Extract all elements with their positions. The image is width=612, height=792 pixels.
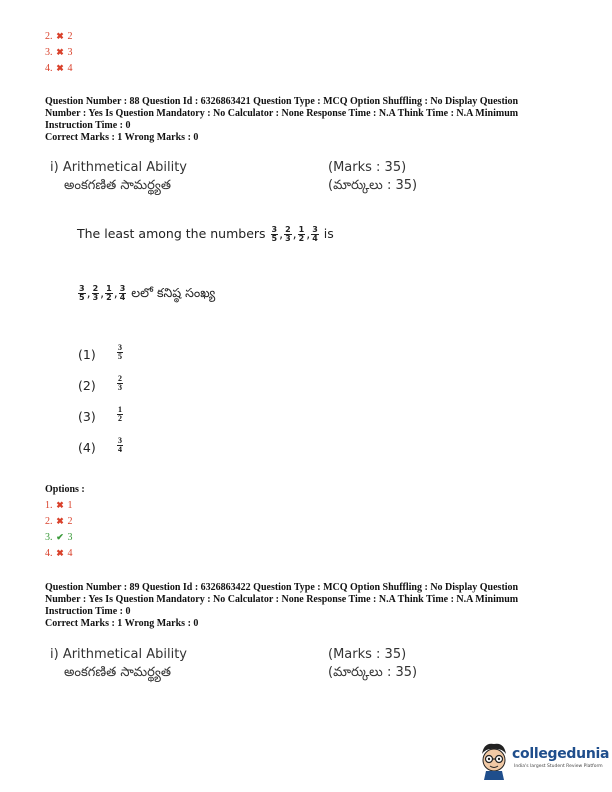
brand-name: collegedunia [512, 746, 610, 762]
cross-icon: ✖ [56, 63, 64, 73]
section-marks-en: (Marks : 35) [328, 647, 407, 662]
choice-label-1: (1) [78, 347, 96, 362]
choice-label-3: (3) [78, 409, 96, 424]
section-title-en: i) Arithmetical Ability [50, 160, 188, 175]
fraction: $\frac{1}{2}$ [298, 225, 305, 243]
options-title: Options : [45, 484, 85, 495]
choice-fraction-3: $\frac{1}{2}$ [118, 404, 122, 423]
marks-line: Correct Marks : 1 Wrong Marks : 0 [45, 132, 199, 143]
cross-icon: ✖ [56, 31, 64, 41]
cross-icon: ✖ [56, 500, 64, 510]
brand-tagline: India's largest Student Review Platform [514, 764, 603, 769]
fraction: $\frac{3}{4}$ [119, 284, 126, 302]
fraction: $\frac{2}{3}$ [92, 284, 99, 302]
choice-fraction-4: $\frac{3}{4}$ [118, 435, 122, 454]
check-icon: ✔ [56, 532, 64, 542]
fraction: $\frac{3}{4}$ [312, 225, 318, 243]
fraction: $\frac{3}{5}$ [271, 225, 278, 243]
section-title-en: i) Arithmetical Ability [50, 647, 188, 662]
prev-option-3: 3. ✖ 3 [45, 47, 73, 58]
prev-option-4: 4. ✖ 4 [45, 63, 73, 74]
option-2: 2. ✖ 2 [45, 516, 73, 527]
mascot-icon [478, 740, 510, 780]
cross-icon: ✖ [56, 47, 64, 57]
option-4: 4. ✖ 4 [45, 548, 73, 559]
choice-label-2: (2) [78, 378, 96, 393]
choice-label-4: (4) [78, 440, 96, 455]
section-marks-te: (మార్కులు : 35) [328, 178, 418, 193]
fraction: $\frac{1}{2}$ [106, 284, 112, 302]
cross-icon: ✖ [56, 516, 64, 526]
cross-icon: ✖ [56, 548, 64, 558]
collegedunia-logo [478, 740, 608, 780]
option-3: 3. ✔ 3 [45, 532, 73, 543]
question-88-meta: Question Number : 88 Question Id : 6326863421 Question Type : MCQ Option Shuffling : No Display Question Number : Yes Is Question Mandatory : No Calculator : None Response Time : N.A Think Time : N.A Minimum Instruction Time : 0 Correct Marks : 1 Wrong Marks : 0 [45, 96, 565, 144]
question-89-meta: Question Number : 89 Question Id : 6326863422 Question Type : MCQ Option Shuffling : No Display Question Number : Yes Is Question Mandatory : No Calculator : None Response Time : N.A Think Time : N.A Minimum Instruction Time : 0 Correct Marks : 1 Wrong Marks : 0 [45, 582, 565, 630]
choice-fraction-1: $\frac{3}{5}$ [118, 342, 122, 361]
question-text-en: The least among the numbers $\frac{3}{5}$ , $\frac{2}{3}$ , $\frac{1}{2}$ , $\frac{3}{4}$ is [77, 225, 334, 243]
fraction: $\frac{3}{5}$ [79, 284, 85, 302]
option-1: 1. ✖ 1 [45, 500, 73, 511]
section-marks-te: (మార్కులు : 35) [328, 665, 418, 680]
marks-line: Correct Marks : 1 Wrong Marks : 0 [45, 618, 199, 629]
question-text-te: $\frac{3}{5}$ , $\frac{2}{3}$ , $\frac{1}{2}$ , $\frac{3}{4}$ లలో కనిష్ఠ సంఖ్య [79, 284, 216, 302]
section-title-te: అంకగణిత సామర్థ్యత [64, 665, 172, 680]
section-title-te: అంకగణిత సామర్థ్యత [64, 178, 172, 193]
fraction: $\frac{2}{3}$ [285, 225, 291, 243]
prev-option-2: 2. ✖ 2 [45, 31, 73, 42]
section-marks-en: (Marks : 35) [328, 160, 407, 175]
choice-fraction-2: $\frac{2}{3}$ [118, 373, 122, 392]
